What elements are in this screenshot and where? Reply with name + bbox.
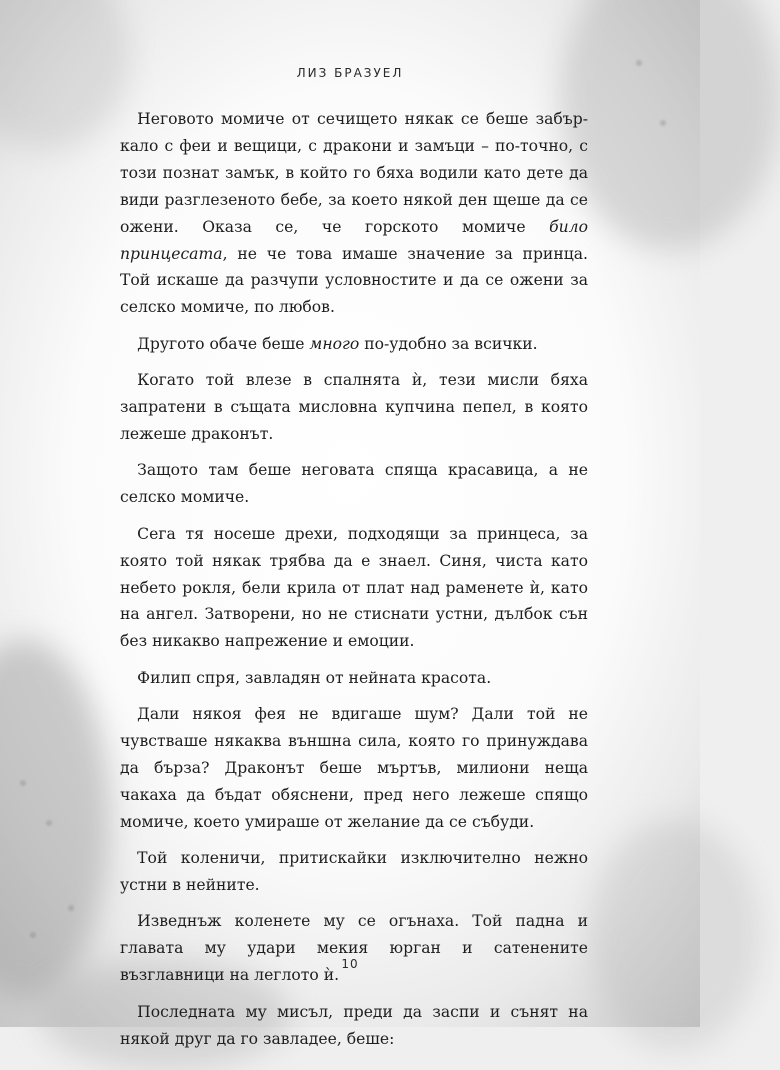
paragraph-7: Дали някоя фея не вдигаше шум? Дали той не чувстваше някаква външна сила, която го принуждава да бърза? Драконът беше мъртъв, милиони неща чакаха да бъдат обяснени, пред него лежеше спящо момиче, което умираше от желание да се събуди. <box>120 705 588 831</box>
frost-speck <box>20 780 26 786</box>
frost-speck <box>30 932 36 938</box>
paragraph-4: Защото там беше неговата спяща красавица, а не селско момиче. <box>120 461 588 507</box>
paragraph-6: Филип спря, завладян от нейната красота. <box>137 668 492 687</box>
emphasis: било принцесата <box>120 217 588 263</box>
frost-speck <box>660 120 666 126</box>
frost-speck <box>68 905 74 911</box>
frost-speck <box>46 820 52 826</box>
frost-texture <box>560 0 780 250</box>
running-header: ЛИЗ БРАЗУЕЛ <box>296 66 404 80</box>
paragraph-3: Когато той влезе в спалнята ѝ, тези мисли бяха запратени в същата мисловна купчина пепел, в която лежеше драконът. <box>120 371 588 443</box>
paragraph-1: Неговото момиче от сечището някак се беше забъркало с феи и вещици, с дракони и замъци – по-точно, с този познат замък, в който го бяха водили като дете да види разглезеното бебе, за което някой ден щеше да се ожени. Оказа се, че горското момиче било принцесата, не че това имаше значение за принца. Той искаше да разчупи условностите и да се ожени за селско момиче, по любов. <box>120 110 588 317</box>
paragraph-5: Сега тя носеше дрехи, подходящи за принцеса, за която той някак трябва да е знаел. Синя, чиста като небето рокля, бели крила от плат над раменете ѝ, като на ангел. Затворени, но не стиснати устни, дълбок сън без никакво напрежение и емоции. <box>120 524 588 651</box>
paragraph-9: Изведнъж коленете му се огънаха. Той падна и главата му удари мекия юрган и сатенените възглавници на леглото ѝ. <box>120 912 588 985</box>
paragraph-10: Последната му мисъл, преди да заспи и сънят на някой друг да го завладее, беше: <box>120 1002 588 1048</box>
body-text <box>120 106 588 1062</box>
frost-texture <box>590 820 760 1050</box>
frost-texture <box>0 640 110 1000</box>
paragraph-8: Той коленичи, притискайки изключително нежно устни в нейните. <box>120 849 588 895</box>
page-number: 10 <box>341 957 359 971</box>
emphasis: много <box>309 334 360 353</box>
paragraph-2: Другото обаче беше много по-удобно за всички. <box>137 334 538 353</box>
